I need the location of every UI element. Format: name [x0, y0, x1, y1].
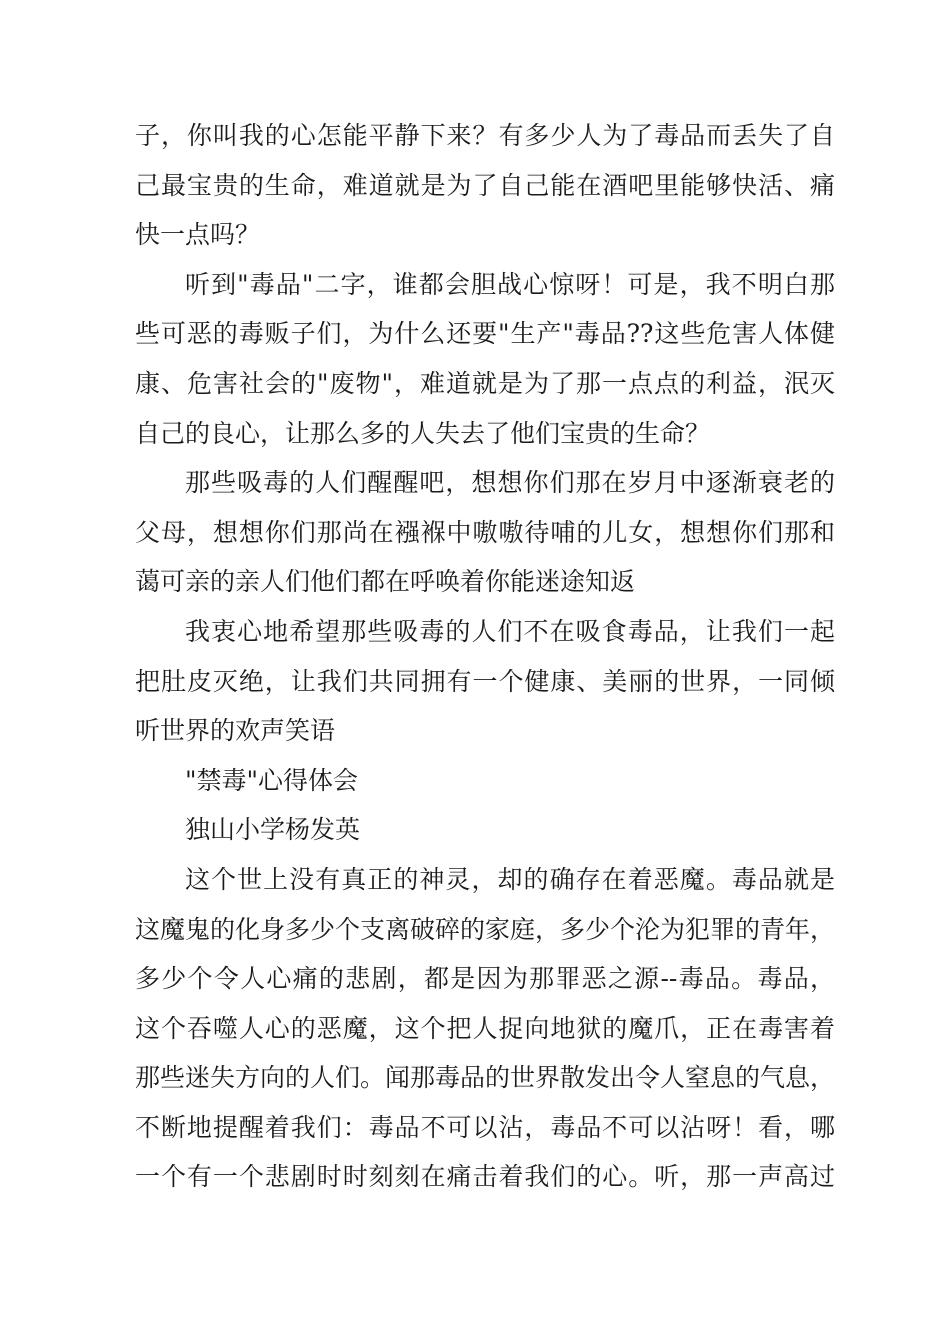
text-line: 多少个令人心痛的悲剧，都是因为那罪恶之源--毒品。毒品， [135, 964, 835, 994]
text-line: 一个有一个悲剧时时刻刻在痛击着我们的心。听，那一声高过 [135, 1162, 835, 1192]
text-line: 己最宝贵的生命，难道就是为了自己能在酒吧里能够快活、痛 [135, 170, 835, 200]
text-line: 蔼可亲的亲人们他们都在呼唤着你能迷途知返 [135, 567, 636, 597]
text-line: 自己的良心，让那么多的人失去了他们宝贵的生命？ [135, 418, 711, 448]
text-line: 康、危害社会的"废物"，难道就是为了那一点点的利益，泯灭 [135, 368, 835, 398]
text-line: 听到"毒品"二字，谁都会胆战心惊呀！可是，我不明白那 [185, 269, 835, 299]
text-line: 这魔鬼的化身多少个支离破碎的家庭，多少个沦为犯罪的青年， [135, 914, 835, 944]
text-line: 这个吞噬人心的恶魔，这个把人捉向地狱的魔爪，正在毒害着 [135, 1013, 835, 1043]
text-line: 这个世上没有真正的神灵，却的确存在着恶魔。毒品就是 [185, 864, 835, 894]
text-line: 父母，想想你们那尚在襁褓中嗷嗷待哺的儿女，想想你们那和 [135, 517, 835, 547]
author-line: 独山小学杨发英 [185, 815, 361, 845]
text-line: 把肚皮灭绝，让我们共同拥有一个健康、美丽的世界，一同倾 [135, 666, 835, 696]
text-line: 我衷心地希望那些吸毒的人们不在吸食毒品，让我们一起 [185, 616, 835, 646]
text-line: 些可恶的毒贩子们，为什么还要"生产"毒品??这些危害人体健 [135, 319, 835, 349]
text-line: 那些迷失方向的人们。闻那毒品的世界散发出令人窒息的气息， [135, 1063, 835, 1093]
text-line: 子，你叫我的心怎能平静下来？有多少人为了毒品而丢失了自 [135, 121, 835, 150]
text-line: 听世界的欢声笑语 [135, 716, 336, 746]
text-line: 不断地提醒着我们：毒品不可以沾，毒品不可以沾呀！看，哪 [135, 1112, 835, 1142]
section-title: "禁毒"心得体会 [185, 765, 358, 795]
document-text [135, 111, 835, 1202]
text-line: 那些吸毒的人们醒醒吧，想想你们那在岁月中逐渐衰老的 [185, 468, 835, 498]
text-line: 快一点吗？ [135, 220, 261, 250]
